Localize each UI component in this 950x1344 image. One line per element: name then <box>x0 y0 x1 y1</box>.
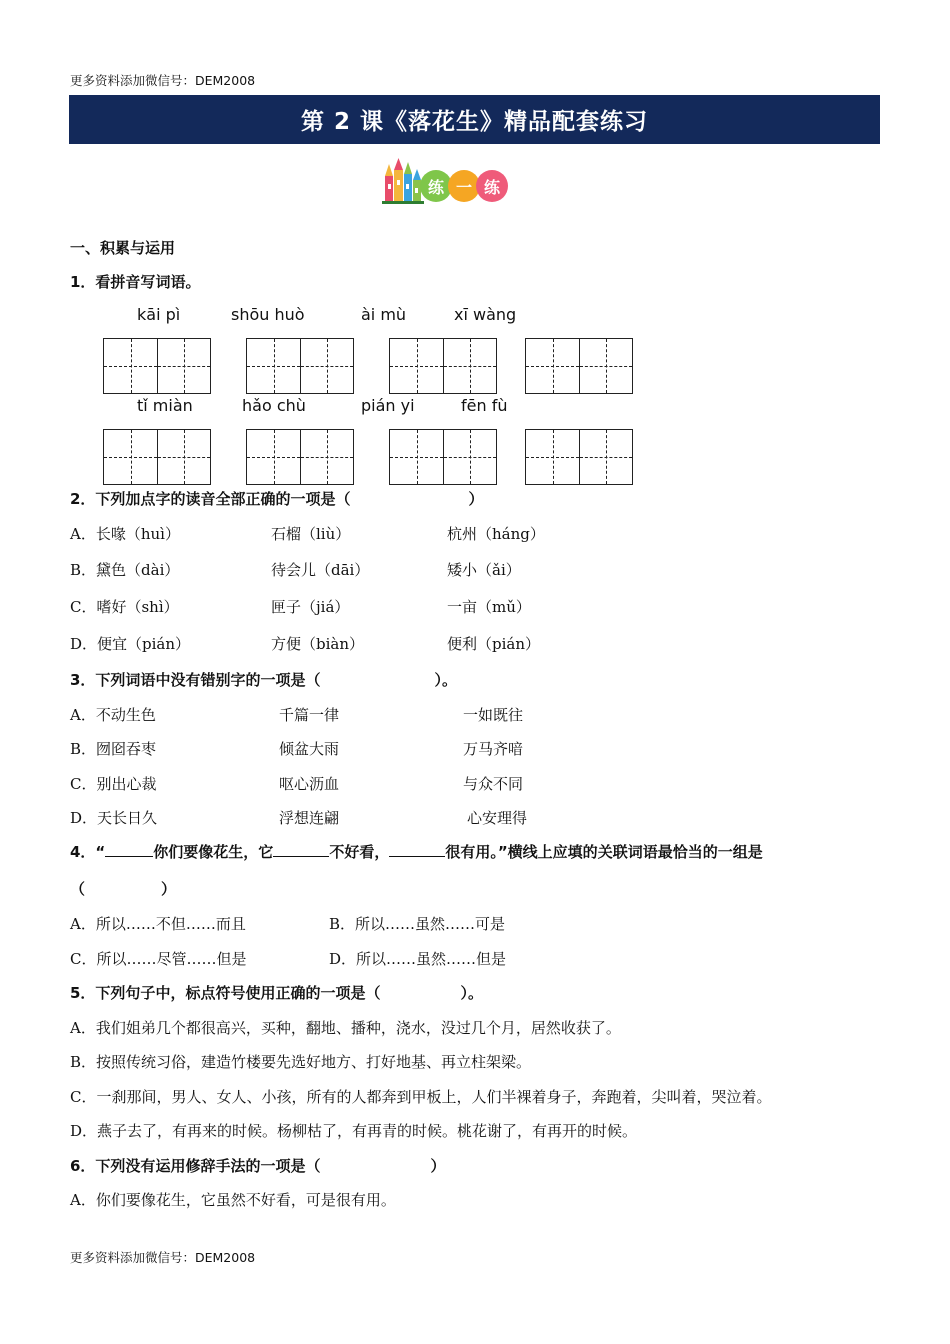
option: 杭州（háng） <box>447 525 545 543</box>
option: B．囫囵吞枣 <box>70 740 157 758</box>
option: B．所以……虽然……可是 <box>329 915 506 933</box>
writing-grid[interactable] <box>389 429 497 485</box>
option: C．一刹那间，男人、女人、小孩，所有的人都奔到甲板上，人们半裸着身子，奔跑着，尖叫着，哭泣着。 <box>70 1088 772 1106</box>
q6-stem-close: ） <box>430 1157 446 1175</box>
writing-grid[interactable] <box>525 338 633 394</box>
pinyin: fēn fù <box>461 396 508 415</box>
q1-stem: 1．看拼音写词语。 <box>70 273 201 291</box>
option: 方便（biàn） <box>271 635 365 653</box>
option: 待会儿（dāi） <box>271 561 370 579</box>
q4-paren-open: （ <box>70 880 86 898</box>
writing-grid[interactable] <box>389 338 497 394</box>
option: 心安理得 <box>467 809 528 827</box>
option: A．我们姐弟几个都很高兴，买种，翻地、播种，浇水，没过几个月，居然收获了。 <box>70 1019 621 1037</box>
writing-grid[interactable] <box>103 429 211 485</box>
q5-stem <box>70 982 483 1003</box>
option: 匣子（jiá） <box>271 598 350 616</box>
q6-stem-text: 6．下列没有运用修辞手法的一项是（ <box>70 1157 321 1175</box>
option: 便利（pián） <box>447 635 541 653</box>
q2-stem-close: ） <box>468 490 484 508</box>
option: D．所以……虽然……但是 <box>329 950 507 968</box>
badge-char-3: 练 <box>476 170 508 202</box>
option: 倾盆大雨 <box>279 740 340 758</box>
option: C．别出心裁 <box>70 775 157 793</box>
pinyin: pián yi <box>361 396 415 415</box>
option: 千篇一律 <box>279 706 340 724</box>
option: 呕心沥血 <box>279 775 340 793</box>
q2-stem <box>70 488 483 509</box>
writing-grid[interactable] <box>525 429 633 485</box>
q5-stem-close: ）。 <box>460 984 483 1002</box>
option: C．所以……尽管……但是 <box>70 950 247 968</box>
q4-part: 4．“ <box>70 843 106 861</box>
pinyin: ài mù <box>361 305 407 324</box>
option: 石榴（liù） <box>271 525 351 543</box>
pinyin: shōu huò <box>231 305 305 324</box>
option: 矮小（ǎi） <box>447 561 521 579</box>
option: 浮想连翩 <box>279 809 340 827</box>
option: C．嗜好（shì） <box>70 598 179 616</box>
footer-note: 更多资料添加微信号：DEM2008 <box>70 1250 256 1265</box>
q3-stem <box>70 669 457 690</box>
q4-part: 你们要像花生，它 <box>153 843 274 861</box>
pinyin: kāi pì <box>137 305 181 324</box>
option: D．天长日久 <box>70 809 158 827</box>
answer-blank[interactable] <box>273 856 329 857</box>
option: A．所以……不但……而且 <box>70 915 246 933</box>
q4-part: 很有用。”横线上应填的关联词语最恰当的一组是 <box>445 843 763 861</box>
pinyin: hǎo chù <box>242 396 306 415</box>
q4-part: 不好看， <box>329 843 390 861</box>
q3-stem-text: 3．下列词语中没有错别字的一项是（ <box>70 671 321 689</box>
option: A．你们要像花生，它虽然不好看，可是很有用。 <box>70 1191 396 1209</box>
q5-stem-text: 5．下列句子中，标点符号使用正确的一项是（ <box>70 984 381 1002</box>
q4-answer-paren <box>70 878 176 899</box>
pinyin: tǐ miàn <box>137 396 193 415</box>
section-heading: 一、积累与运用 <box>70 239 176 257</box>
answer-blank[interactable] <box>105 856 153 857</box>
option: A．不动生色 <box>70 706 156 724</box>
q4-stem <box>70 841 763 862</box>
writing-grid[interactable] <box>246 429 354 485</box>
answer-blank[interactable] <box>389 856 445 857</box>
option: 与众不同 <box>463 775 524 793</box>
writing-grid[interactable] <box>103 338 211 394</box>
q2-stem-text: 2．下列加点字的读音全部正确的一项是（ <box>70 490 351 508</box>
badge-char-2: 一 <box>448 170 480 202</box>
q3-stem-close: ）。 <box>434 671 457 689</box>
option: 万马齐喑 <box>463 740 524 758</box>
option: D．便宜（pián） <box>70 635 191 653</box>
option: B．黛色（dài） <box>70 561 180 579</box>
badge-char-1: 练 <box>420 170 452 202</box>
option: A．长喙（huì） <box>70 525 180 543</box>
q6-stem <box>70 1155 445 1176</box>
practice-badge <box>382 158 512 204</box>
option: B．按照传统习俗，建造竹楼要先选好地方、打好地基、再立柱架梁。 <box>70 1053 532 1071</box>
option: D．燕子去了，有再来的时候。杨柳枯了，有再青的时候。桃花谢了，有再开的时候。 <box>70 1122 638 1140</box>
castle-icon <box>382 158 424 204</box>
writing-grid[interactable] <box>246 338 354 394</box>
q4-paren-close: ） <box>161 880 177 898</box>
option: 一如既往 <box>463 706 524 724</box>
pinyin: xī wàng <box>454 305 517 324</box>
option: 一亩（mǔ） <box>447 598 531 616</box>
page-title: 第 2 课《落花生》精品配套练习 <box>69 95 880 144</box>
header-note: 更多资料添加微信号：DEM2008 <box>70 73 256 88</box>
